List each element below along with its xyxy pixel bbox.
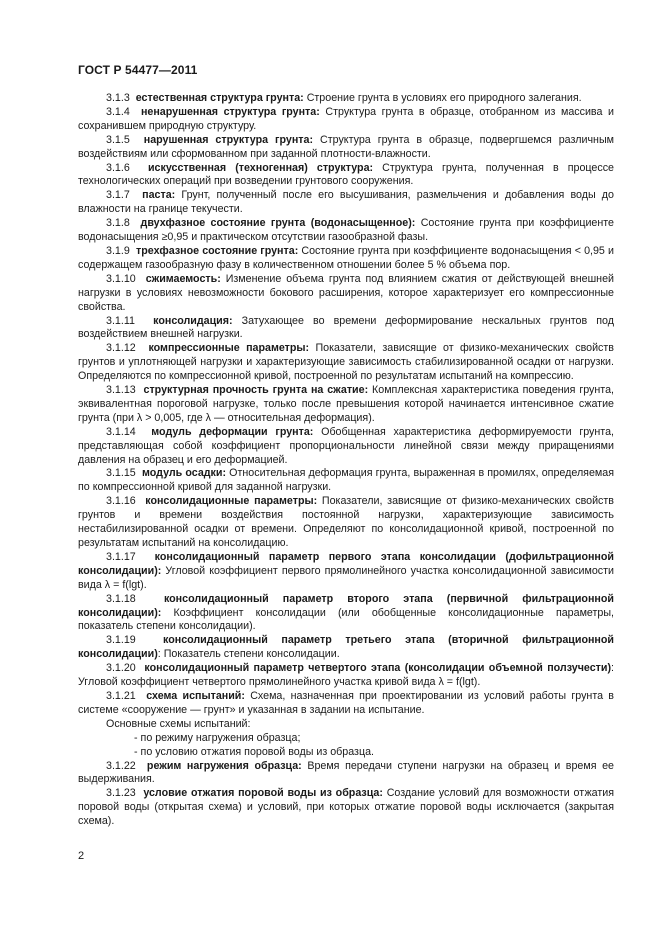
clause-number: 3.1.22 (106, 759, 136, 772)
clause-number: 3.1.13 (106, 384, 136, 397)
definition-text: Обобщенная характеристика деформируемости грунта, представляющая собой коэффициент пропорциональности линейной связи между приращениями давления на образец и его деформацией. (78, 425, 614, 466)
definition-item (78, 245, 614, 273)
definition-item (78, 467, 614, 495)
definition-item (78, 787, 614, 829)
list-item: - по режиму нагружения образца; (134, 731, 301, 744)
definition-text: Грунт, полученный после его высушивания, размельчения и добавления воды до влажности на границе текучести. (78, 189, 614, 216)
term: режим нагружения образца: (146, 759, 302, 772)
definition-text: Угловой коэффициент первого прямолинейного участка консолидационной зависимости вида λ = f(lgt). (78, 564, 614, 591)
clause-number: 3.1.16 (106, 495, 136, 508)
definition-item (78, 217, 614, 245)
definition-text: : Показатель степени консолидации. (157, 648, 340, 661)
clause-number: 3.1.8 (106, 217, 130, 230)
list-item: - по условию отжатия поровой воды из образца. (134, 745, 374, 758)
definition-text: Коэффициент консолидации (или обобщенные консолидационные параметры, показатель степени консолидации). (78, 606, 614, 633)
clause-number: 3.1.20 (106, 662, 136, 675)
definition-text: Создание условий для возможности отжатия поровой воды (открытая схема) и условий, при которых отжатие поровой воды исключается (закрытая схема). (78, 787, 614, 828)
definition-item (78, 634, 614, 662)
definition-item (78, 551, 614, 593)
definition-text: Состояние грунта при коэффициенте водонасыщения ≥0,95 и практическом отсутствии газообразной фазы. (78, 217, 614, 244)
clause-number: 3.1.7 (106, 189, 130, 202)
term: консолидационный параметр второго этапа (первичной фильтрационной консолидации): (78, 592, 614, 619)
definition-item (78, 662, 614, 690)
definition-text: Схема, назначенная при проектировании из условий работы грунта в системе «сооружение — грунт» и указанная в задании на испытание. (78, 689, 614, 716)
clause-number: 3.1.10 (106, 272, 136, 285)
clause-number: 3.1.12 (106, 342, 136, 355)
definition-item (78, 495, 614, 551)
term: условие отжатия поровой воды из образца: (143, 787, 383, 800)
definition-text: Структура грунта, полученная в процессе технологических операций при возведении грунтового сооружения. (78, 161, 614, 188)
definitions-list (78, 92, 614, 718)
schemes-list (78, 732, 614, 760)
term: структурная прочность грунта на сжатие: (143, 384, 369, 397)
definition-text: Затухающее во времени деформирование нескальных грунтов под воздействием внешней нагрузки. (78, 314, 614, 341)
definitions-list-2 (78, 760, 614, 830)
term: естественная структура грунта: (135, 92, 304, 104)
definition-text: Показатели, зависящие от физико-механических свойств грунтов и уплотняющей нагрузки и характеризующие зависимость стабилизированной осадки от нагрузки. Определяются по компрессионной кривой, построенной по результатам испытаний на компрессию. (78, 342, 614, 383)
document-body (78, 92, 614, 829)
clause-number: 3.1.14 (106, 425, 136, 438)
definition-text: Структура грунта в образце, подвергшемся различным воздействиям или сформованном при заданной плотности-влажности. (78, 133, 614, 160)
term: нарушенная структура грунта: (143, 133, 314, 146)
definition-item (78, 189, 614, 217)
definition-text: Структура грунта в образце, отобранном из массива и сохранившем природную структуру. (78, 105, 614, 132)
definition-text: Состояние грунта при коэффициенте водонасыщения < 0,95 и содержащем газообразную фазу в количественном отношении более 5 % объема пор. (78, 244, 614, 271)
definition-item (78, 273, 614, 315)
definition-item (78, 760, 614, 788)
clause-number: 3.1.21 (106, 689, 136, 702)
standard-header: ГОСТ Р 54477—2011 (78, 63, 198, 77)
term: консолидационный параметр четвертого этапа (консолидации объемной ползучести) (144, 662, 612, 675)
definition-text: Время передачи ступени нагрузки на образец и время ее выдерживания. (78, 759, 614, 786)
clause-number: 3.1.6 (106, 161, 130, 174)
term: сжимаемость: (145, 272, 221, 285)
clause-number: 3.1.4 (106, 105, 130, 118)
term: трехфазное состояние грунта: (136, 244, 299, 257)
term: модуль осадки: (142, 467, 227, 480)
definition-text: Изменение объема грунта под влиянием сжатия от действующей внешней нагрузки в условиях невозможности бокового расширения, которое характеризует его компрессионные свойства. (78, 272, 614, 313)
definition-text: Показатели, зависящие от физико-механических свойств грунтов и времени воздействия постоянной нагрузки, характеризующие зависимость нестабилизированной осадки от времени. Определяют по консолидационной кривой, построенной по результатам испытаний на консолидацию. (78, 495, 614, 549)
term: искусственная (техногенная) структура: (147, 161, 374, 174)
definition-item (78, 134, 614, 162)
clause-number: 3.1.15 (106, 467, 136, 480)
definition-text: Комплексная характеристика поведения грунта, эквивалентная пороговой нагрузке, только после превышения которой начинается интенсивное сжатие грунта (при λ > 0,005, где λ — относительная деформация). (78, 384, 614, 424)
schemes-intro: Основные схемы испытаний: (106, 717, 251, 730)
term: консолидационный параметр третьего этапа (вторичной фильтрационной консолидации) (78, 634, 614, 661)
term: консолидационные параметры: (145, 495, 318, 508)
clause-number: 3.1.18 (106, 592, 136, 605)
definition-item (78, 106, 614, 134)
definition-item (78, 315, 614, 343)
term: ненарушенная структура грунта: (140, 105, 320, 118)
definition-item (78, 92, 614, 106)
definition-text: : Угловой коэффициент четвертого прямолинейного участка кривой вида λ = f(lgt). (78, 662, 614, 689)
definition-item (78, 342, 614, 384)
clause-number: 3.1.17 (106, 550, 136, 563)
term: схема испытаний: (146, 689, 245, 702)
term: модуль деформации грунта: (151, 425, 314, 438)
clause-number: 3.1.23 (106, 787, 136, 800)
clause-number: 3.1.9 (106, 244, 130, 257)
definition-item (78, 690, 614, 718)
term: компрессионные параметры: (148, 342, 310, 355)
clause-number: 3.1.5 (106, 133, 130, 146)
definition-item (78, 162, 614, 190)
definition-text: Относительная деформация грунта, выраженная в промилях, определяемая по компрессионной кривой для заданной нагрузки. (78, 467, 614, 494)
page-number: 2 (78, 850, 85, 862)
term: консолидация: (153, 314, 233, 327)
term: консолидационный параметр первого этапа консолидации (дофильтрационной консолидации): (78, 550, 614, 577)
clause-number: 3.1.19 (106, 634, 136, 647)
definition-item (78, 426, 614, 468)
clause-number: 3.1.11 (106, 314, 135, 327)
definition-text: Строение грунта в условиях его природного залегания. (303, 92, 582, 104)
clause-number: 3.1.3 (106, 92, 130, 104)
term: двухфазное состояние грунта (водонасыщенное): (140, 217, 416, 230)
definition-item (78, 384, 614, 426)
term: паста: (142, 189, 176, 202)
definition-item (78, 593, 614, 635)
